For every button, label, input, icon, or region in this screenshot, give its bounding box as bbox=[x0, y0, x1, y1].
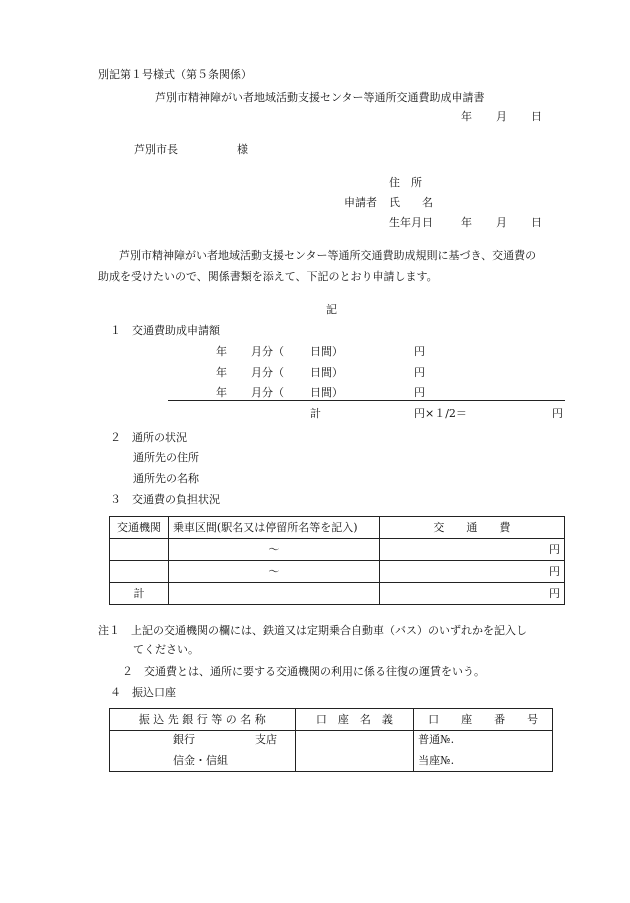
ki-heading: 記 bbox=[326, 303, 337, 316]
note2: ２ 交通費とは、通所に要する交通機関の利用に係る往復の運賃をいう。 bbox=[122, 665, 485, 678]
table-header-row bbox=[110, 517, 565, 539]
range-cell: ～ bbox=[168, 539, 379, 561]
note1-line-a: 注１ 上記の交通機関の欄には、鉄道又は定期乗合自動車（バス）のいずれかを記入し bbox=[98, 624, 527, 637]
bank-name-cell bbox=[110, 731, 296, 772]
transport-cost-table bbox=[109, 516, 565, 605]
s1-row3-year: 年 bbox=[216, 386, 227, 399]
account-type-touza: 当座№. bbox=[418, 754, 455, 767]
birth-year: 年 bbox=[461, 216, 472, 229]
s2-name: 通所先の名称 bbox=[133, 472, 199, 485]
s1-row2-yen: 円 bbox=[414, 366, 425, 379]
section3-heading: ３ 交通費の負担状況 bbox=[110, 493, 220, 506]
cost-cell: 円 bbox=[379, 561, 564, 583]
s1-total-yen: 円 bbox=[552, 407, 563, 420]
bank-account-table bbox=[109, 708, 553, 772]
addressee-honorific: 様 bbox=[237, 143, 248, 156]
total-range-cell bbox=[168, 583, 379, 605]
section4-heading: ４ 振込口座 bbox=[110, 686, 176, 699]
body-line-2: 助成を受けたいので、関係書類を添えて、下記のとおり申請します。 bbox=[98, 270, 438, 283]
s1-row3-days: 日間） bbox=[310, 386, 343, 399]
s1-row2-year: 年 bbox=[216, 366, 227, 379]
date-month: 月 bbox=[496, 110, 507, 123]
bank-header-row bbox=[110, 709, 553, 731]
table-total-row bbox=[110, 583, 565, 605]
col-header-bank: 振 込 先 銀 行 等 の 名 称 bbox=[110, 709, 296, 731]
col-header-account: 口 座 番 号 bbox=[414, 709, 553, 731]
note1-line-b: てください。 bbox=[133, 643, 199, 656]
s1-row2-days: 日間） bbox=[310, 366, 343, 379]
s1-row1-yen: 円 bbox=[414, 345, 425, 358]
account-type-futsu: 普通№. bbox=[418, 733, 455, 746]
range-cell: ～ bbox=[168, 561, 379, 583]
addressee-name: 芦別市長 bbox=[134, 143, 178, 156]
applicant-role: 申請者 bbox=[344, 196, 377, 209]
birth-label: 生年月日 bbox=[389, 216, 433, 229]
birth-day: 日 bbox=[531, 216, 542, 229]
total-label-cell: 計 bbox=[110, 583, 169, 605]
cost-cell: 円 bbox=[379, 539, 564, 561]
name-label: 氏 名 bbox=[389, 196, 433, 209]
address-label: 住 所 bbox=[389, 176, 422, 189]
body-line-1: 芦別市精神障がい者地域活動支援センター等通所交通費助成規則に基づき、交通費の bbox=[119, 249, 537, 262]
col-header-range: 乗車区間(駅名又は停留所名等を記入) bbox=[168, 517, 379, 539]
s1-row1-month: 月分（ bbox=[251, 345, 284, 358]
date-year: 年 bbox=[461, 110, 472, 123]
s1-row1-year: 年 bbox=[216, 345, 227, 358]
s2-address: 通所先の住所 bbox=[133, 451, 199, 464]
sum-divider bbox=[168, 400, 565, 401]
document-title: 芦別市精神障がい者地域活動支援センター等通所交通費助成申請書 bbox=[155, 91, 485, 104]
col-header-holder: 口 座 名 義 bbox=[295, 709, 414, 731]
bank-label: 銀行 bbox=[173, 733, 195, 746]
col-header-cost: 交 通 費 bbox=[379, 517, 564, 539]
s1-row3-yen: 円 bbox=[414, 386, 425, 399]
col-header-mode: 交通機関 bbox=[110, 517, 169, 539]
mode-cell bbox=[110, 561, 169, 583]
s1-total-formula: 円×１/2＝ bbox=[414, 407, 467, 420]
birth-month: 月 bbox=[496, 216, 507, 229]
branch-label: 支店 bbox=[255, 733, 277, 746]
form-label: 別記第１号様式（第５条関係） bbox=[98, 68, 252, 81]
account-holder-cell bbox=[295, 731, 414, 772]
table-row bbox=[110, 539, 565, 561]
section2-heading: ２ 通所の状況 bbox=[110, 431, 187, 444]
account-number-cell bbox=[414, 731, 553, 772]
section1-heading: １ 交通費助成申請額 bbox=[110, 324, 220, 337]
mode-cell bbox=[110, 539, 169, 561]
s1-row2-month: 月分（ bbox=[251, 366, 284, 379]
s1-total-label: 計 bbox=[310, 407, 321, 420]
bank-body-row bbox=[110, 731, 553, 772]
s1-row1-days: 日間） bbox=[310, 345, 343, 358]
table-row bbox=[110, 561, 565, 583]
credit-label: 信金・信組 bbox=[173, 754, 228, 767]
date-day: 日 bbox=[531, 110, 542, 123]
s1-row3-month: 月分（ bbox=[251, 386, 284, 399]
total-cost-cell: 円 bbox=[379, 583, 564, 605]
